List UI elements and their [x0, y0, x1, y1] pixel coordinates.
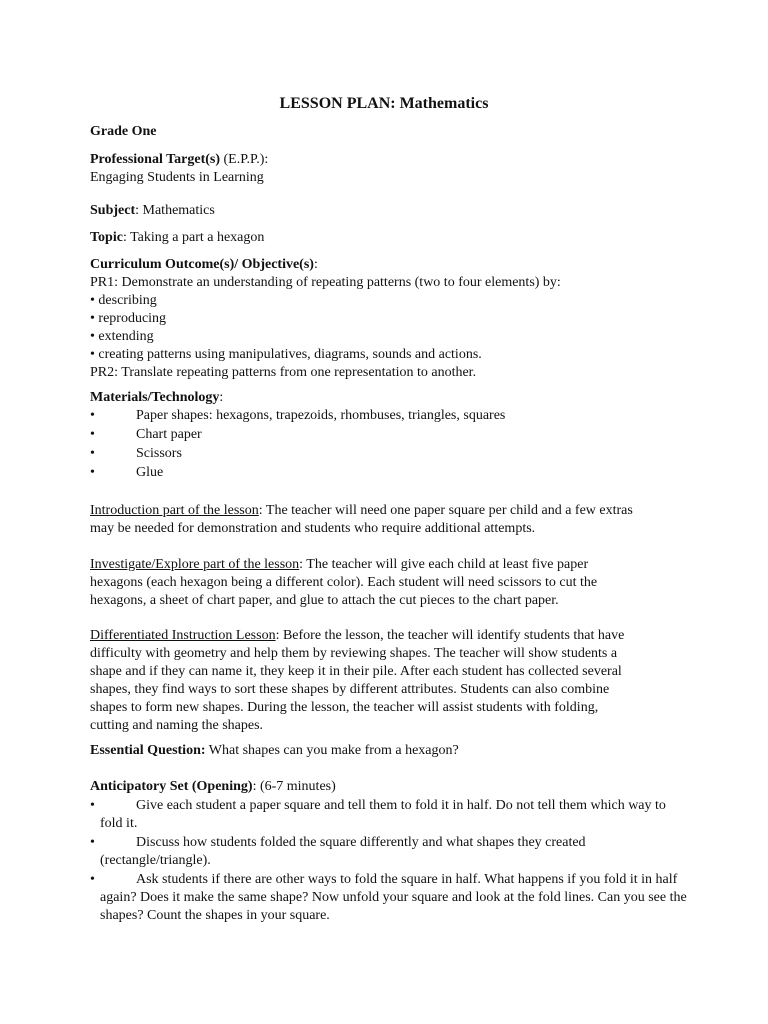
- anticipatory-label: Anticipatory Set (Opening): [90, 779, 253, 794]
- materials-item: • Scissors: [90, 446, 182, 461]
- anticipatory-suffix: : (6-7 minutes): [252, 779, 336, 794]
- introduction-label: Introduction part of the lesson: [90, 503, 259, 518]
- differentiated-section: Differentiated Instruction Lesson: Before the lesson, the teacher will identify students that have difficulty with geometry and help them by reviewing shapes. The teacher will show students a shape and if they can name it, they keep it in their pile. After each student has collected several shapes, they find ways to sort these shapes by different attributes. Students can also combine shapes to form new shapes. During the lesson, the teacher will assist students with folding, cutting and naming the shapes.: [90, 628, 625, 733]
- subject-value: : Mathematics: [135, 203, 215, 218]
- anticipatory-section: [90, 778, 690, 925]
- page-title: LESSON PLAN: Mathematics: [279, 95, 489, 112]
- differentiated-label: Differentiated Instruction Lesson: [90, 628, 276, 643]
- topic-label: Topic: [90, 230, 123, 245]
- anticipatory-item: • Discuss how students folded the square differently and what shapes they created (rectangle/triangle).: [90, 835, 586, 868]
- bullet-icon: •: [90, 427, 95, 442]
- subject-line: [90, 202, 690, 220]
- materials-section: [90, 389, 690, 483]
- introduction-section: Introduction part of the lesson: The teacher will need one paper square per child and a few extras may be needed for demonstration and students who require additional attempts.: [90, 503, 633, 536]
- professional-target-suffix: (E.P.P.):: [220, 152, 269, 167]
- bullet-icon: •: [90, 872, 95, 887]
- materials-label: Materials/Technology: [90, 390, 220, 405]
- curriculum-suffix: :: [313, 257, 318, 272]
- grade-heading: Grade One: [90, 124, 157, 139]
- topic-value: : Taking a part a hexagon: [122, 230, 265, 245]
- professional-target-section: [90, 151, 690, 187]
- bullet-icon: •: [90, 835, 95, 850]
- curriculum-item: • extending: [90, 329, 154, 344]
- curriculum-section: [90, 256, 690, 382]
- curriculum-pr2: PR2: Translate repeating patterns from one representation to another.: [90, 365, 477, 380]
- professional-target-value: Engaging Students in Learning: [90, 170, 264, 185]
- materials-item: • Glue: [90, 465, 164, 480]
- essential-question-value: What shapes can you make from a hexagon?: [205, 743, 459, 758]
- materials-suffix: :: [219, 390, 224, 405]
- curriculum-label: Curriculum Outcome(s)/ Objective(s): [90, 257, 314, 272]
- anticipatory-item: • Give each student a paper square and tell them to fold it in half. Do not tell them which way to fold it.: [90, 798, 666, 831]
- professional-target-label: Professional Target(s): [90, 152, 221, 167]
- curriculum-pr1: PR1: Demonstrate an understanding of repeating patterns (two to four elements) by:: [90, 275, 561, 290]
- bullet-icon: •: [90, 446, 95, 461]
- curriculum-item: • reproducing: [90, 311, 167, 326]
- bullet-icon: •: [90, 408, 95, 423]
- topic-line: [90, 229, 690, 247]
- essential-question-line: [90, 742, 690, 760]
- investigate-section: Investigate/Explore part of the lesson: The teacher will give each child at least five paper hexagons (each hexagon being a different color). Each student will need scissors to cut the hexagons, a sheet of chart paper, and glue to attach the cut pieces to the chart paper.: [90, 557, 598, 608]
- investigate-label: Investigate/Explore part of the lesson: [90, 557, 300, 572]
- materials-item: • Chart paper: [90, 427, 202, 442]
- bullet-icon: •: [90, 465, 95, 480]
- anticipatory-item: • Ask students if there are other ways to fold the square in half. What happens if you fold it in half again? Does it make the same shape? Now unfold your square and look at the fold lines. Can you see the shapes? Count the shapes in your square.: [90, 872, 687, 923]
- materials-item: • Paper shapes: hexagons, trapezoids, rhombuses, triangles, squares: [90, 408, 506, 423]
- essential-question-label: Essential Question:: [90, 743, 206, 758]
- curriculum-item: • describing: [90, 293, 157, 308]
- bullet-icon: •: [90, 798, 95, 813]
- subject-label: Subject: [90, 203, 136, 218]
- curriculum-item: • creating patterns using manipulatives, diagrams, sounds and actions.: [90, 347, 482, 362]
